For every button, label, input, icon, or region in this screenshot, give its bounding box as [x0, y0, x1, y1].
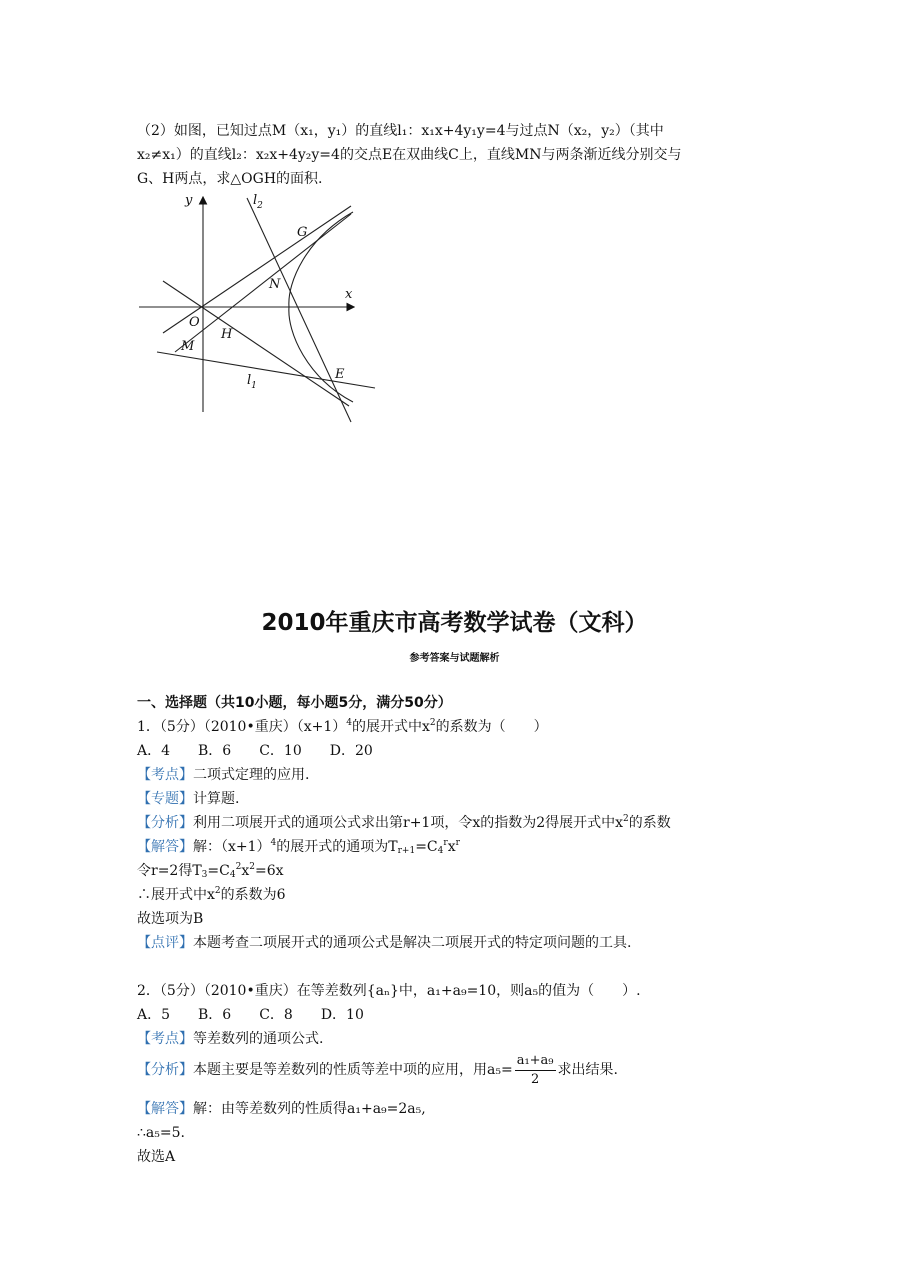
section-header: 一、选择题（共10小题，每小题5分，满分50分） [137, 695, 452, 711]
tag-kaodian: 【考点】 [137, 767, 193, 783]
q1-kaodian: 【考点】二项式定理的应用. [137, 767, 310, 783]
page-title: 2010年重庆市高考数学试卷（文科） [261, 610, 648, 636]
q2-kaodian: 【考点】等差数列的通项公式. [137, 1031, 324, 1047]
label-g: G [297, 225, 308, 240]
tag-fenxi: 【分析】 [137, 1062, 193, 1078]
label-h: H [221, 327, 233, 342]
label-l1: $l_1$ [247, 373, 257, 391]
q2-options: A．5 B．6 C．8 D．10 [137, 1007, 364, 1023]
q1-dianping: 【点评】本题考查二项展开式的通项公式是解决二项展开式的特定项问题的工具. [137, 935, 632, 951]
problem-line-3: G、H两点，求△OGH的面积. [137, 171, 323, 187]
asymptote-1 [163, 206, 351, 333]
q1-options: A．4 B．6 C．10 D．20 [137, 743, 373, 759]
q2-jieda: 【解答】解：由等差数列的性质得a₁+a₉=2a₅, [137, 1101, 426, 1117]
q1-stem: 1．（5分）（2010•重庆）$(x+1)^4$的展开式中$x^2$的系数为（ ） [137, 718, 548, 735]
q1-jieda: 【解答】解：$(x+1)^4$的展开式的通项为$T_{r+1}=C_4^rx^r$ [137, 838, 460, 856]
q1-step-1: 令r=2得$T_3=C_4^2x^2=6x$ [137, 862, 284, 880]
q1-zhuanti: 【专题】计算题. [137, 791, 240, 807]
label-e: E [335, 367, 345, 382]
tag-zhuanti: 【专题】 [137, 791, 193, 807]
label-m: M [181, 339, 195, 354]
q2-step-1: ∴a₅=5. [137, 1125, 185, 1141]
tag-jieda: 【解答】 [137, 839, 193, 855]
q2-stem: 2．（5分）（2010•重庆）在等差数列{aₙ}中，a₁+a₉=10，则a₅的值为（ ）. [137, 983, 641, 999]
label-l2: $l_2$ [253, 193, 263, 211]
q1-fenxi: 【分析】利用二项展开式的通项公式求出第r+1项，令x的指数为2得展开式中$x^2$的系数 [137, 814, 671, 831]
line-mn [175, 214, 351, 352]
problem-line-2: x₂≠x₁）的直线l₂：x₂x+4y₂y=4的交点E在双曲线C上，直线MN与两条渐近线分别交与 [137, 147, 682, 163]
label-n: N [269, 277, 281, 292]
q2-fenxi: 【分析】本题主要是等差数列的性质等差中项的应用，用a₅= $\frac{\text{a₁+a₉}}{2}$ 求出结果. [137, 1052, 618, 1087]
fraction: $\frac{\text{a₁+a₉}}{2}$ [516, 1052, 554, 1087]
problem-line-1: （2）如图，已知过点M（x₁，y₁）的直线l₁：x₁x+4y₁y=4与过点N（x₂，y₂）（其中 [137, 123, 664, 139]
label-o: O [189, 315, 200, 330]
label-y: y [185, 193, 193, 208]
q1-answer: 故选项为B [137, 911, 204, 927]
q1-step-2: ∴展开式中$x^2$的系数为6 [137, 886, 286, 903]
tag-dianping: 【点评】 [137, 935, 193, 951]
page-subtitle: 参考答案与试题解析 [409, 653, 500, 664]
tag-jieda: 【解答】 [137, 1101, 193, 1117]
label-x: x [345, 287, 353, 302]
tag-kaodian: 【考点】 [137, 1031, 193, 1047]
hyperbola-figure [137, 190, 387, 426]
tag-fenxi: 【分析】 [137, 815, 193, 831]
q2-answer: 故选A [137, 1149, 176, 1165]
formula-lhs: a₅= [487, 1062, 513, 1078]
